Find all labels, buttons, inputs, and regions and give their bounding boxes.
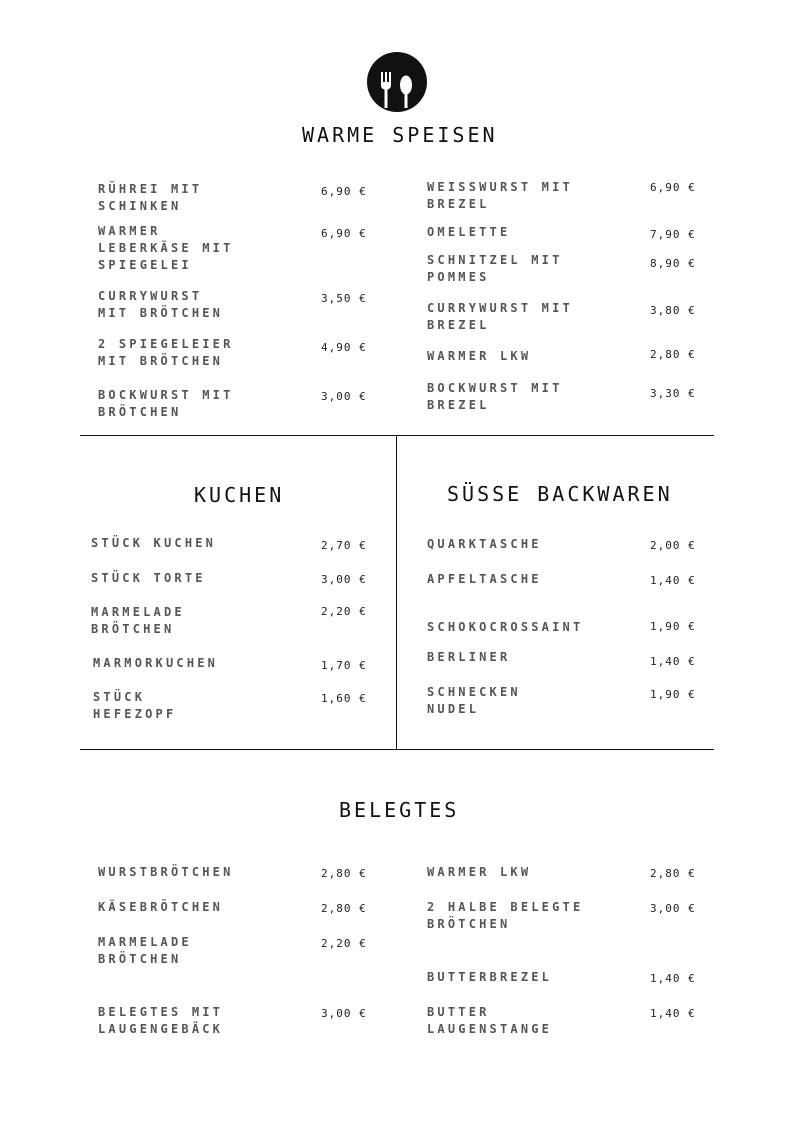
menu-item-name: MARMORKUCHEN bbox=[93, 656, 219, 670]
menu-item-name: RÜHREI MIT SCHINKEN bbox=[98, 182, 203, 213]
menu-item-name: BOCKWURST MIT BRÖTCHEN bbox=[98, 388, 234, 419]
menu-item-name: OMELETTE bbox=[427, 225, 511, 239]
menu-item-price: 1,40 € bbox=[650, 574, 696, 587]
menu-item-price: 1,60 € bbox=[321, 692, 367, 705]
menu-item-price: 1,40 € bbox=[650, 655, 696, 668]
menu-item-price: 3,50 € bbox=[321, 292, 367, 305]
menu-item-price: 2,00 € bbox=[650, 539, 696, 552]
menu-item-name: WURSTBRÖTCHEN bbox=[98, 865, 234, 879]
menu-item-price: 3,30 € bbox=[650, 387, 696, 400]
menu-item-name: MARMELADE BRÖTCHEN bbox=[98, 935, 192, 966]
menu-item-name: APFELTASCHE bbox=[427, 572, 542, 586]
menu-item-price: 6,90 € bbox=[321, 227, 367, 240]
menu-item-name: STÜCK HEFEZOPF bbox=[93, 690, 177, 721]
section-title-warme-speisen: WARME SPEISEN bbox=[302, 123, 498, 147]
menu-item-price: 4,90 € bbox=[321, 341, 367, 354]
menu-item-price: 1,40 € bbox=[650, 1007, 696, 1020]
menu-item-price: 2,80 € bbox=[650, 867, 696, 880]
menu-item-price: 1,90 € bbox=[650, 620, 696, 633]
menu-item-price: 1,70 € bbox=[321, 659, 367, 672]
menu-item-price: 6,90 € bbox=[321, 185, 367, 198]
section-title-suesse-backwaren: SÜSSE BACKWAREN bbox=[447, 482, 673, 506]
menu-item-name: 2 SPIEGELEIER MIT BRÖTCHEN bbox=[98, 337, 234, 368]
menu-item-name: STÜCK KUCHEN bbox=[91, 536, 217, 550]
menu-item-name: SCHNECKEN NUDEL bbox=[427, 685, 521, 716]
menu-item-name: BUTTER LAUGENSTANGE bbox=[427, 1005, 553, 1036]
menu-item-name: WARMER LKW bbox=[427, 865, 532, 879]
menu-item-name: SCHNITZEL MIT POMMES bbox=[427, 253, 563, 284]
menu-item-price: 2,20 € bbox=[321, 605, 367, 618]
divider bbox=[80, 435, 714, 436]
menu-item-price: 7,90 € bbox=[650, 228, 696, 241]
menu-item-name: KÄSEBRÖTCHEN bbox=[98, 900, 224, 914]
section-title-belegtes: BELEGTES bbox=[339, 798, 460, 822]
menu-item-price: 8,90 € bbox=[650, 257, 696, 270]
menu-item-price: 3,80 € bbox=[650, 304, 696, 317]
menu-item-price: 3,00 € bbox=[321, 573, 367, 586]
menu-item-name: BUTTERBREZEL bbox=[427, 970, 553, 984]
menu-item-name: MARMELADE BRÖTCHEN bbox=[91, 605, 185, 636]
menu-item-price: 3,00 € bbox=[650, 902, 696, 915]
menu-item-name: 2 HALBE BELEGTE BRÖTCHEN bbox=[427, 900, 584, 931]
menu-item-name: BOCKWURST MIT BREZEL bbox=[427, 381, 563, 412]
fork-spoon-icon bbox=[367, 52, 427, 112]
menu-item-price: 6,90 € bbox=[650, 181, 696, 194]
menu-item-name: CURRYWURST MIT BREZEL bbox=[427, 301, 573, 332]
divider bbox=[80, 749, 714, 750]
menu-item-price: 2,70 € bbox=[321, 539, 367, 552]
menu-item-name: WARMER LEBERKÄSE MIT SPIEGELEI bbox=[98, 224, 234, 272]
menu-item-price: 2,80 € bbox=[321, 867, 367, 880]
menu-item-name: WARMER LKW bbox=[427, 349, 532, 363]
menu-item-price: 1,90 € bbox=[650, 688, 696, 701]
menu-item-price: 3,00 € bbox=[321, 1007, 367, 1020]
menu-item-name: QUARKTASCHE bbox=[427, 537, 542, 551]
menu-item-name: STÜCK TORTE bbox=[91, 571, 206, 585]
menu-item-name: SCHOKOCROSSAINT bbox=[427, 620, 584, 634]
menu-item-price: 3,00 € bbox=[321, 390, 367, 403]
section-title-kuchen: KUCHEN bbox=[194, 483, 285, 507]
menu-item-name: WEISSWURST MIT BREZEL bbox=[427, 180, 573, 211]
menu-item-name: CURRYWURST MIT BRÖTCHEN bbox=[98, 289, 224, 320]
menu-item-price: 1,40 € bbox=[650, 972, 696, 985]
menu-item-price: 2,80 € bbox=[650, 348, 696, 361]
menu-item-price: 2,80 € bbox=[321, 902, 367, 915]
menu-item-name: BELEGTES MIT LAUGENGEBÄCK bbox=[98, 1005, 224, 1036]
menu-item-price: 2,20 € bbox=[321, 937, 367, 950]
divider bbox=[396, 435, 397, 749]
menu-item-name: BERLINER bbox=[427, 650, 511, 664]
